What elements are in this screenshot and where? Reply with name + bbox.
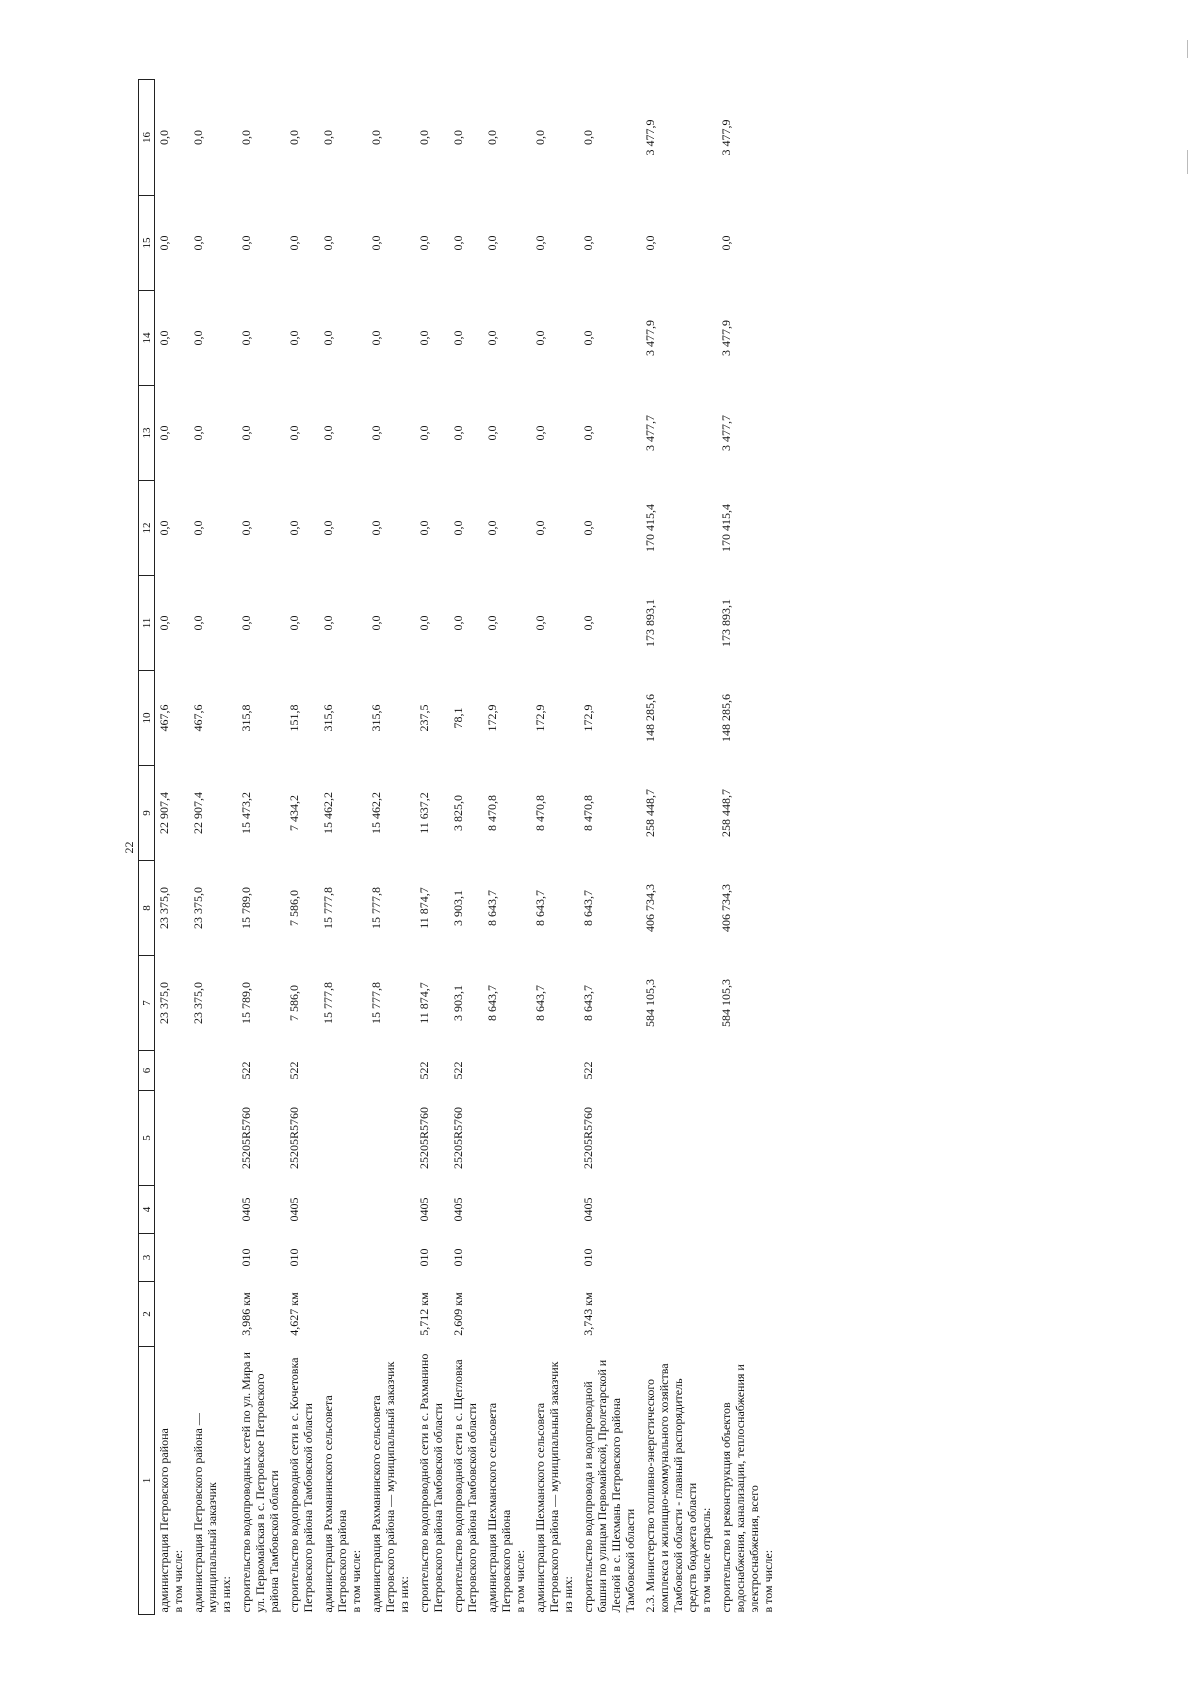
row-name-cell [449, 1347, 483, 1615]
table-cell-col-16: 0,0 [191, 130, 205, 145]
table-row [155, 80, 190, 1615]
table-cell-col-15: 0,0 [581, 235, 595, 251]
table-cell-col-11: 0,0 [287, 615, 301, 631]
table-cell-col-16: 0,0 [287, 130, 301, 145]
table-cell-col-13: 0,0 [287, 425, 301, 441]
table-cell-col-6: 522 [581, 1061, 595, 1080]
table-cell-col-16: 0,0 [239, 130, 253, 145]
table-cell-col-2: 5,712 км [417, 1292, 431, 1336]
table-cell-col-11: 0,0 [369, 615, 383, 631]
table-cell-col-6 [641, 1051, 717, 1091]
table-cell-col-13: 0,0 [451, 425, 465, 441]
table-cell-col-12: 170 415,4 [643, 504, 657, 552]
table-cell-col-4 [483, 1186, 531, 1234]
table-cell-col-6 [189, 1051, 237, 1091]
column-header-3: 3 [139, 1234, 155, 1282]
table-cell-col-16: 0,0 [369, 130, 383, 145]
table-cell-col-7: 584 105,3 [719, 979, 733, 1027]
table-cell-col-14: 0,0 [287, 330, 301, 346]
row-name-cell [319, 1347, 367, 1615]
table-cell-col-14: 3 477,9 [643, 320, 657, 356]
table-cell-col-4: 0405 [451, 1197, 465, 1222]
table-cell-col-9: 258 448,7 [643, 789, 657, 837]
column-header-12: 12 [139, 481, 155, 576]
table-cell-col-12: 0,0 [417, 520, 431, 536]
table-cell-col-14: 0,0 [485, 330, 499, 346]
table-cell-col-2 [319, 1282, 367, 1347]
table-cell-col-13: 0,0 [191, 425, 205, 441]
table-cell-col-11: 0,0 [417, 615, 431, 631]
table-cell-col-2 [367, 1282, 415, 1347]
table-cell-col-9: 15 473,2 [239, 792, 253, 834]
table-cell-col-5: 25205R5760 [239, 1107, 253, 1170]
table-cell-col-11: 0,0 [581, 615, 595, 631]
table-cell-col-3: 010 [287, 1248, 301, 1267]
table-cell-col-9: 22 907,4 [191, 792, 205, 834]
table-cell-col-6: 522 [417, 1061, 431, 1080]
table-cell-col-10: 148 285,6 [719, 694, 733, 742]
table-cell-col-2 [189, 1282, 237, 1347]
table-cell-col-10: 315,8 [239, 704, 253, 732]
row-name-cell [483, 1347, 531, 1615]
table-cell-col-8: 406 734,3 [719, 884, 733, 932]
table-cell-col-8: 8 643,7 [581, 890, 595, 926]
table-cell-col-7: 15 789,0 [239, 982, 253, 1024]
table-row [449, 80, 483, 1615]
scan-edge-mark [1187, 40, 1188, 58]
table-cell-col-4 [641, 1186, 717, 1234]
table-cell-col-5: 25205R5760 [451, 1107, 465, 1170]
table-cell-col-13: 0,0 [533, 425, 547, 441]
table-cell-col-6 [367, 1051, 415, 1091]
column-header-8: 8 [139, 861, 155, 956]
table-cell-col-7: 23 375,0 [157, 982, 171, 1024]
table-cell-col-10: 467,6 [191, 704, 205, 732]
table-cell-col-9: 22 907,4 [157, 792, 171, 834]
table-row [717, 80, 779, 1615]
table-cell-col-4: 0405 [287, 1197, 301, 1222]
row-name-line: 2.3. Министерство топливно-энергетического комплекса и жилищно-коммунального хозяйства Тамбовской области - главный распорядитель средств бюджета области [643, 1363, 699, 1613]
table-cell-col-2 [641, 1282, 717, 1347]
rotated-table-area [122, 80, 1138, 1615]
table-cell-col-12: 0,0 [485, 520, 499, 536]
table-cell-col-6 [155, 1051, 190, 1091]
table-cell-col-6: 522 [287, 1061, 301, 1080]
table-cell-col-10: 148 285,6 [643, 694, 657, 742]
table-cell-col-4: 0405 [581, 1197, 595, 1222]
table-cell-col-11: 0,0 [451, 615, 465, 631]
table-cell-col-2 [155, 1282, 190, 1347]
row-name-line: из них: [397, 1576, 411, 1613]
table-cell-col-5 [483, 1091, 531, 1186]
row-name-cell [717, 1347, 779, 1615]
table-cell-col-14: 0,0 [417, 330, 431, 346]
table-cell-col-14: 0,0 [321, 330, 335, 346]
table-cell-col-6 [531, 1051, 579, 1091]
table-cell-col-13: 0,0 [157, 425, 171, 441]
row-name-cell [531, 1347, 579, 1615]
table-cell-col-12: 0,0 [369, 520, 383, 536]
row-name-line: строительство водопровода и водопроводной башни по улицам Первомайской, Пролетарской и Лесной в с. Шехмань Петровского района Тамбовской области [581, 1359, 637, 1613]
table-cell-col-9: 15 462,2 [321, 792, 335, 834]
row-name-cell [641, 1347, 717, 1615]
table-cell-col-7: 23 375,0 [191, 982, 205, 1024]
table-cell-col-2: 3,986 км [239, 1292, 253, 1336]
row-name-line: в том числе отрасль: [699, 1507, 713, 1613]
row-name-cell [189, 1347, 237, 1615]
scan-edge-mark [1187, 150, 1188, 174]
table-cell-col-13: 0,0 [239, 425, 253, 441]
row-name-line: в том числе: [349, 1549, 363, 1613]
table-cell-col-7: 8 643,7 [533, 985, 547, 1021]
column-header-1: 1 [139, 1347, 155, 1615]
table-cell-col-3 [531, 1234, 579, 1282]
column-header-15: 15 [139, 196, 155, 291]
table-cell-col-4: 0405 [239, 1197, 253, 1222]
table-cell-col-11: 0,0 [533, 615, 547, 631]
table-cell-col-5 [717, 1091, 779, 1186]
row-name-line: строительство водопроводных сетей по ул. Мира и ул. Первомайская в с. Петровское Петровского района Тамбовской области [239, 1352, 281, 1613]
table-cell-col-8: 23 375,0 [191, 887, 205, 929]
table-cell-col-13: 0,0 [417, 425, 431, 441]
table-cell-col-5: 25205R5760 [581, 1107, 595, 1170]
table-cell-col-12: 0,0 [533, 520, 547, 536]
table-cell-col-12: 0,0 [191, 520, 205, 536]
table-cell-col-16: 0,0 [157, 130, 171, 145]
table-row [319, 80, 367, 1615]
table-cell-col-3 [319, 1234, 367, 1282]
column-header-4: 4 [139, 1186, 155, 1234]
table-cell-col-10: 172,9 [533, 704, 547, 732]
table-cell-col-14: 0,0 [581, 330, 595, 346]
row-name-cell [579, 1347, 641, 1615]
table-cell-col-2 [717, 1282, 779, 1347]
page-number: 22 [122, 841, 136, 854]
table-cell-col-10: 467,6 [157, 704, 171, 732]
table-cell-col-14: 0,0 [157, 330, 171, 346]
table-cell-col-4 [189, 1186, 237, 1234]
table-cell-col-15: 0,0 [239, 235, 253, 251]
table-cell-col-3 [483, 1234, 531, 1282]
table-cell-col-9: 11 637,2 [417, 792, 431, 834]
table-cell-col-12: 0,0 [287, 520, 301, 536]
column-header-10: 10 [139, 671, 155, 766]
table-cell-col-10: 237,5 [417, 704, 431, 732]
table-cell-col-15: 0,0 [417, 235, 431, 251]
table-cell-col-2: 2,609 км [451, 1292, 465, 1336]
table-cell-col-8: 23 375,0 [157, 887, 171, 929]
row-name-line: администрация Рахманинского сельсовета Петровского района [321, 1395, 349, 1613]
table-cell-col-3: 010 [581, 1248, 595, 1267]
table-cell-col-3 [367, 1234, 415, 1282]
table-cell-col-5 [531, 1091, 579, 1186]
table-cell-col-10: 151,8 [287, 704, 301, 732]
table-cell-col-6: 522 [451, 1061, 465, 1080]
table-cell-col-16: 0,0 [321, 130, 335, 145]
table-cell-col-11: 0,0 [321, 615, 335, 631]
table-cell-col-3: 010 [239, 1248, 253, 1267]
table-cell-col-2 [531, 1282, 579, 1347]
column-header-5: 5 [139, 1091, 155, 1186]
table-cell-col-4 [155, 1186, 190, 1234]
table-cell-col-9: 258 448,7 [719, 789, 733, 837]
table-cell-col-8: 11 874,7 [417, 887, 431, 929]
table-cell-col-16: 3 477,9 [643, 119, 657, 156]
table-cell-col-8: 15 789,0 [239, 887, 253, 929]
table-cell-col-7: 3 903,1 [451, 985, 465, 1021]
row-name-line: из них: [561, 1576, 575, 1613]
row-name-line: строительство водопроводной сети в с. Щегловка Петровского района Тамбовской области [451, 1359, 479, 1613]
table-cell-col-10: 315,6 [321, 704, 335, 732]
table-cell-col-2: 3,743 км [581, 1292, 595, 1336]
table-cell-col-4: 0405 [417, 1197, 431, 1222]
column-header-2: 2 [139, 1282, 155, 1347]
table-cell-col-12: 0,0 [157, 520, 171, 536]
column-header-14: 14 [139, 291, 155, 386]
row-name-line: администрация Петровского района — муниципальный заказчик [191, 1413, 219, 1613]
row-name-line: администрация Шехманского сельсовета Петровского района [485, 1402, 513, 1613]
column-header-6: 6 [139, 1051, 155, 1091]
table-row [579, 80, 641, 1615]
table-row [641, 80, 717, 1615]
table-cell-col-3 [155, 1234, 190, 1282]
row-name-cell [237, 1347, 285, 1615]
table-cell-col-7: 7 586,0 [287, 985, 301, 1021]
table-cell-col-9: 8 470,8 [533, 795, 547, 831]
table-cell-col-5 [367, 1091, 415, 1186]
row-name-line: администрация Рахманинского сельсовета Петровского района — муниципальный заказчик [369, 1361, 397, 1613]
table-cell-col-8: 406 734,3 [643, 884, 657, 932]
table-cell-col-16: 3 477,9 [719, 119, 733, 156]
table-row [415, 80, 449, 1615]
table-cell-col-10: 172,9 [581, 704, 595, 732]
table-cell-col-13: 0,0 [485, 425, 499, 441]
table-cell-col-13: 0,0 [321, 425, 335, 441]
table-cell-col-7: 11 874,7 [417, 982, 431, 1024]
table-cell-col-12: 0,0 [321, 520, 335, 536]
table-cell-col-10: 78,1 [451, 707, 465, 729]
table-cell-col-9: 8 470,8 [581, 795, 595, 831]
table-row [285, 80, 319, 1615]
row-name-line: строительство водопроводной сети в с. Кочетовка Петровского района Тамбовской области [287, 1357, 315, 1613]
table-cell-col-6 [483, 1051, 531, 1091]
table-cell-col-5: 25205R5760 [417, 1107, 431, 1170]
table-cell-col-13: 3 477,7 [643, 415, 657, 451]
table-cell-col-12: 170 415,4 [719, 504, 733, 552]
table-cell-col-16: 0,0 [417, 130, 431, 145]
table-cell-col-13: 3 477,7 [719, 415, 733, 451]
table-cell-col-15: 0,0 [369, 235, 383, 251]
table-cell-col-11: 173 893,1 [719, 599, 733, 647]
table-cell-col-2 [483, 1282, 531, 1347]
table-cell-col-5 [641, 1091, 717, 1186]
table-cell-col-3: 010 [417, 1248, 431, 1267]
table-cell-col-16: 0,0 [451, 130, 465, 145]
table-cell-col-7: 8 643,7 [485, 985, 499, 1021]
table-cell-col-4 [367, 1186, 415, 1234]
table-cell-col-3 [717, 1234, 779, 1282]
row-name-line: строительство водопроводной сети в с. Рахманино Петровского района Тамбовской области [417, 1353, 445, 1613]
table-cell-col-5 [189, 1091, 237, 1186]
table-cell-col-16: 0,0 [485, 130, 499, 145]
table-cell-col-11: 0,0 [157, 615, 171, 631]
column-header-7: 7 [139, 956, 155, 1051]
table-cell-col-4 [531, 1186, 579, 1234]
table-cell-col-14: 0,0 [369, 330, 383, 346]
row-name-cell [285, 1347, 319, 1615]
row-name-line: в том числе: [513, 1549, 527, 1613]
table-cell-col-9: 7 434,2 [287, 795, 301, 831]
row-name-line: в том числе: [171, 1549, 185, 1613]
table-cell-col-4 [717, 1186, 779, 1234]
table-cell-col-8: 8 643,7 [533, 890, 547, 926]
table-cell-col-8: 15 777,8 [369, 887, 383, 929]
table-cell-col-15: 0,0 [451, 235, 465, 251]
table-cell-col-5 [319, 1091, 367, 1186]
table-cell-col-15: 0,0 [643, 235, 657, 251]
column-header-11: 11 [139, 576, 155, 671]
table-cell-col-9: 15 462,2 [369, 792, 383, 834]
table-cell-col-6: 522 [239, 1061, 253, 1080]
table-row [237, 80, 285, 1615]
table-cell-col-10: 315,6 [369, 704, 383, 732]
table-cell-col-12: 0,0 [239, 520, 253, 536]
table-cell-col-13: 0,0 [369, 425, 383, 441]
row-name-cell [155, 1347, 190, 1615]
table-cell-col-9: 3 825,0 [451, 795, 465, 831]
table-cell-col-7: 15 777,8 [369, 982, 383, 1024]
table-cell-col-4 [319, 1186, 367, 1234]
row-name-line: администрация Шехманского сельсовета Петровского района — муниципальный заказчик [533, 1361, 561, 1613]
row-name-line: администрация Петровского района [157, 1428, 171, 1613]
table-cell-col-9: 8 470,8 [485, 795, 499, 831]
table-cell-col-14: 0,0 [451, 330, 465, 346]
table-cell-col-11: 0,0 [191, 615, 205, 631]
table-cell-col-15: 0,0 [321, 235, 335, 251]
table-cell-col-3: 010 [451, 1248, 465, 1267]
table-cell-col-7: 584 105,3 [643, 979, 657, 1027]
table-cell-col-16: 0,0 [533, 130, 547, 145]
table-cell-col-15: 0,0 [719, 235, 733, 251]
table-cell-col-12: 0,0 [581, 520, 595, 536]
table-cell-col-5 [155, 1091, 190, 1186]
table-cell-col-8: 3 903,1 [451, 890, 465, 926]
table-cell-col-12: 0,0 [451, 520, 465, 536]
table-cell-col-16: 0,0 [581, 130, 595, 145]
table-header-row [139, 80, 155, 1615]
table-row [531, 80, 579, 1615]
table-cell-col-7: 8 643,7 [581, 985, 595, 1021]
row-name-line: из них: [219, 1576, 233, 1613]
table-row [189, 80, 237, 1615]
column-header-13: 13 [139, 386, 155, 481]
table-cell-col-15: 0,0 [157, 235, 171, 251]
table-cell-col-3 [641, 1234, 717, 1282]
table-cell-col-13: 0,0 [581, 425, 595, 441]
table-cell-col-14: 3 477,9 [719, 320, 733, 356]
row-name-line: строительство и реконструкция объектов водоснабжения, канализации, теплоснабжения и электроснабжения, всего [719, 1364, 761, 1613]
table-cell-col-11: 0,0 [485, 615, 499, 631]
row-name-line: в том числе: [761, 1549, 775, 1613]
table-cell-col-8: 7 586,0 [287, 890, 301, 926]
table-cell-col-10: 172,9 [485, 704, 499, 732]
table-cell-col-14: 0,0 [239, 330, 253, 346]
column-header-16: 16 [139, 80, 155, 196]
table-cell-col-7: 15 777,8 [321, 982, 335, 1024]
table-cell-col-15: 0,0 [191, 235, 205, 251]
table-row [367, 80, 415, 1615]
table-cell-col-3 [189, 1234, 237, 1282]
table-body [155, 80, 780, 1615]
table-cell-col-8: 15 777,8 [321, 887, 335, 929]
table-cell-col-5: 25205R5760 [287, 1107, 301, 1170]
table-cell-col-14: 0,0 [191, 330, 205, 346]
table-cell-col-6 [319, 1051, 367, 1091]
table-cell-col-14: 0,0 [533, 330, 547, 346]
table-cell-col-6 [717, 1051, 779, 1091]
table-cell-col-8: 8 643,7 [485, 890, 499, 926]
row-name-cell [367, 1347, 415, 1615]
row-name-cell [415, 1347, 449, 1615]
table-cell-col-11: 0,0 [239, 615, 253, 631]
column-header-9: 9 [139, 766, 155, 861]
table-cell-col-15: 0,0 [287, 235, 301, 251]
table-cell-col-11: 173 893,1 [643, 599, 657, 647]
budget-table [138, 79, 779, 1615]
table-cell-col-15: 0,0 [485, 235, 499, 251]
table-row [483, 80, 531, 1615]
table-cell-col-2: 4,627 км [287, 1292, 301, 1336]
table-cell-col-15: 0,0 [533, 235, 547, 251]
